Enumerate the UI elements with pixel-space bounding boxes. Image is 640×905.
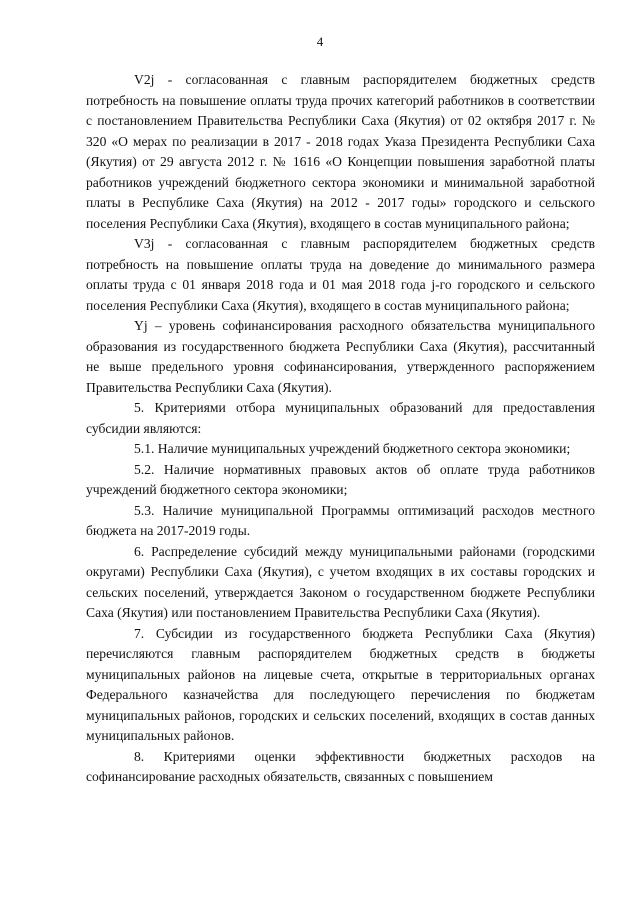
- document-body: [86, 70, 595, 788]
- paragraph-6: 6. Распределение субсидий между муниципальными районами (городскими округами) Республики Саха (Якутия), с учетом входящих в их составы городских и сельских поселений, утверждается Законом о государственном бюджете Республики Саха (Якутия) или постановлением Правительства Республики Саха (Якутия).: [86, 543, 595, 620]
- page-number: 4: [316, 34, 324, 49]
- paragraph-v3j: V3j - согласованная с главным распорядителем бюджетных средств потребность на повышение оплаты труда на доведение до минимального размера оплаты труда с 01 января 2018 года и 01 мая 2018 года j-го городского и сельского поселения Республики Саха (Якутия), входящего в состав муниципального района;: [86, 236, 595, 313]
- paragraph-5-3: 5.3. Наличие муниципальной Программы оптимизаций расходов местного бюджета на 2017-2019 годы.: [86, 502, 595, 538]
- paragraph-8: 8. Критериями оценки эффективности бюджетных расходов на софинансирование расходных обязательств, связанных с повышением: [86, 748, 595, 784]
- paragraph-yj: Yj – уровень софинансирования расходного обязательства муниципального образования из государственного бюджета Республики Саха (Якутия), рассчитанный не выше предельного уровня софинансирования, утвержденного распоряжением Правительства Республики Саха (Якутия).: [86, 318, 595, 395]
- paragraph-v2j: V2j - согласованная с главным распорядителем бюджетных средств потребность на повышение оплаты труда прочих категорий работников в соответствии с постановлением Правительства Республики Саха (Якутия) от 02 октября 2017 г. № 320 «О мерах по реализации в 2017 - 2018 годах Указа Президента Республики Саха (Якутия) от 29 августа 2012 г. № 1616 «О Концепции повышения заработной платы работников учреждений бюджетного сектора экономики и минимальной заработной платы в Республике Саха (Якутия) на 2012 - 2017 годы» городского и сельского поселения Республики Саха (Якутия), входящего в состав муниципального района;: [86, 72, 595, 231]
- paragraph-5-criteria: 5. Критериями отбора муниципальных образований для предоставления субсидии являются:: [86, 400, 595, 436]
- paragraph-5-2: 5.2. Наличие нормативных правовых актов об оплате труда работников учреждений бюджетного сектора экономики;: [86, 461, 595, 497]
- paragraph-5-1: 5.1. Наличие муниципальных учреждений бюджетного сектора экономики;: [134, 441, 571, 456]
- paragraph-7: 7. Субсидии из государственного бюджета Республики Саха (Якутия) перечисляются главным распорядителем бюджетных средств в бюджеты муниципальных районов на лицевые счета, открытые в территориальных органах Федерального казначейства для последующего перечисления по бюджетам муниципальных районов, городских и сельских поселений, входящих в состав данных муниципальных районов.: [86, 625, 595, 743]
